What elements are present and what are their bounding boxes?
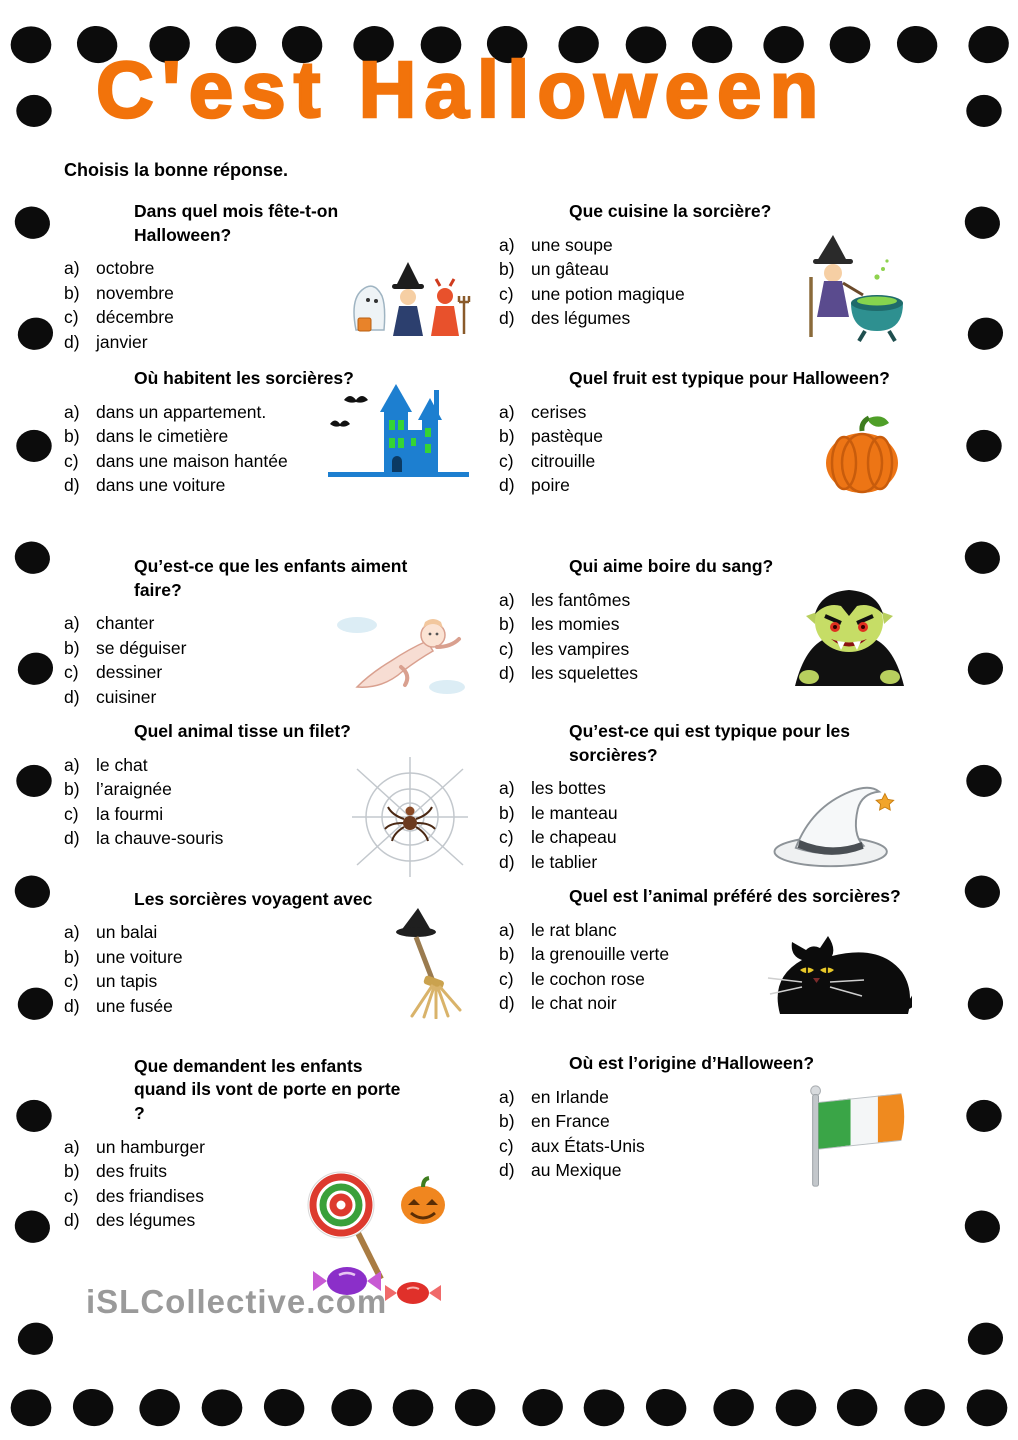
question-block <box>499 885 954 1052</box>
witch-hat-icon <box>760 780 912 877</box>
option <box>499 1109 800 1134</box>
options-list <box>499 918 762 1016</box>
option <box>64 753 349 778</box>
option-letter: a) <box>64 401 80 422</box>
option-letter: c) <box>64 1185 79 1206</box>
option-text: dans un appartement. <box>96 401 267 422</box>
option <box>499 967 762 992</box>
options-list <box>64 1135 271 1233</box>
option <box>64 685 331 710</box>
option-letter: c) <box>64 662 79 683</box>
option <box>499 233 797 258</box>
option-text: novembre <box>96 282 174 303</box>
flying-child-icon <box>331 607 471 712</box>
option-letter: b) <box>64 637 80 658</box>
option <box>64 1208 271 1233</box>
instruction-text: Choisis la bonne réponse. <box>64 160 289 180</box>
option-letter: c) <box>64 450 79 471</box>
option <box>499 850 760 875</box>
option <box>64 1135 271 1160</box>
question-title: Dans quel mois fête-t-on Halloween? <box>134 201 339 245</box>
question-block <box>64 367 489 555</box>
option-text: poire <box>531 475 570 496</box>
question-block <box>499 1052 954 1332</box>
option-text: l’araignée <box>96 779 172 800</box>
options-list <box>64 400 326 498</box>
option-letter: d) <box>64 995 80 1016</box>
option-letter: b) <box>64 946 80 967</box>
question-title: Quel animal tisse un filet? <box>134 721 351 741</box>
question-title: Qui aime boire du sang? <box>569 556 774 576</box>
option-text: une potion magique <box>531 283 685 304</box>
option <box>499 801 760 826</box>
option-letter: c) <box>499 1135 514 1156</box>
pumpkin-icon <box>812 408 912 501</box>
option-letter: c) <box>499 283 514 304</box>
option-letter: a) <box>499 919 515 940</box>
option-letter: a) <box>64 922 80 943</box>
option <box>499 991 762 1016</box>
option-letter: a) <box>64 1136 80 1157</box>
question-block <box>64 555 489 720</box>
option <box>499 400 812 425</box>
option-text: le manteau <box>531 802 618 823</box>
option <box>499 282 797 307</box>
option-text: un gâteau <box>531 259 609 280</box>
question-title: Que demandent les enfants quand ils vont de porte en porte ? <box>134 1055 401 1123</box>
option <box>499 942 762 967</box>
option <box>499 473 812 498</box>
question-block <box>64 888 489 1055</box>
options-list <box>499 1085 800 1183</box>
option-letter: b) <box>499 944 515 965</box>
option-letter: d) <box>499 475 515 496</box>
question-title: Les sorcières voyagent avec <box>134 888 373 909</box>
option-text: la fourmi <box>96 803 164 824</box>
option-letter: b) <box>64 282 80 303</box>
vampire-icon <box>787 582 912 693</box>
option <box>64 305 346 330</box>
option-text: les squelettes <box>531 663 639 684</box>
option-letter: c) <box>499 827 514 848</box>
question-block <box>64 720 489 888</box>
option-letter: d) <box>64 475 80 496</box>
option-text: cuisiner <box>96 686 157 707</box>
option-letter: a) <box>499 589 515 610</box>
option <box>64 1159 271 1184</box>
option-text: dans une voiture <box>96 475 226 496</box>
option-letter: d) <box>64 686 80 707</box>
question-title: Où habitent les sorcières? <box>134 368 354 388</box>
option <box>499 661 787 686</box>
option-text: des légumes <box>96 1210 196 1230</box>
option <box>499 588 787 613</box>
option-text: se déguiser <box>96 637 187 658</box>
option <box>64 660 331 685</box>
option <box>64 826 349 851</box>
option-text: des friandises <box>96 1185 204 1206</box>
option-letter: b) <box>64 779 80 800</box>
option-letter: d) <box>64 331 80 352</box>
trick-or-treaters-icon <box>346 256 471 349</box>
options-list <box>64 753 349 851</box>
option <box>499 1158 800 1183</box>
option-text: une fusée <box>96 995 173 1016</box>
option-text: décembre <box>96 307 174 328</box>
option <box>64 802 349 827</box>
option-text: les fantômes <box>531 589 631 610</box>
spider-web-icon <box>349 751 471 888</box>
option <box>64 281 346 306</box>
option <box>64 636 331 661</box>
option-text: la chauve-souris <box>96 828 224 849</box>
left-column <box>64 200 489 1335</box>
option <box>64 777 349 802</box>
option <box>64 1184 271 1209</box>
black-cat-icon <box>762 910 912 1025</box>
option-text: les bottes <box>531 778 606 799</box>
option <box>64 473 326 498</box>
option-letter: c) <box>499 450 514 471</box>
option-letter: a) <box>499 1086 515 1107</box>
option-letter: b) <box>499 1111 515 1132</box>
option-text: les vampires <box>531 638 630 659</box>
option-text: le chapeau <box>531 827 617 848</box>
option-text: des fruits <box>96 1161 167 1181</box>
option <box>64 945 376 970</box>
option <box>64 611 331 636</box>
option-text: citrouille <box>531 450 596 471</box>
options-list <box>499 400 812 498</box>
question-block <box>499 720 954 885</box>
option-text: janvier <box>96 331 148 352</box>
question-block <box>499 555 954 720</box>
option-letter: b) <box>499 259 515 280</box>
option <box>64 449 326 474</box>
option <box>64 994 376 1019</box>
option-text: une voiture <box>96 946 183 967</box>
option <box>499 449 812 474</box>
page-title: C'est Halloween <box>96 45 827 134</box>
option-text: dessiner <box>96 662 163 683</box>
option <box>499 1085 800 1110</box>
options-list <box>64 611 331 709</box>
options-list <box>499 776 760 874</box>
option-text: en Irlande <box>531 1086 609 1107</box>
option-letter: a) <box>64 258 80 279</box>
option <box>64 330 346 355</box>
option-text: des légumes <box>531 308 631 329</box>
option-text: dans une maison hantée <box>96 450 288 471</box>
option <box>499 306 797 331</box>
option-letter: a) <box>499 778 515 799</box>
options-list <box>64 256 346 354</box>
option-text: un balai <box>96 922 158 943</box>
option-text: le chat <box>96 754 148 775</box>
option <box>64 256 346 281</box>
option <box>64 424 326 449</box>
irish-flag-icon <box>800 1081 912 1198</box>
option-letter: a) <box>64 613 80 634</box>
option-letter: d) <box>499 1160 515 1181</box>
option-letter: d) <box>64 1210 80 1230</box>
option-text: le rat blanc <box>531 919 617 940</box>
options-list <box>499 588 787 686</box>
option-letter: c) <box>64 971 79 992</box>
option-letter: b) <box>499 802 515 823</box>
question-title: Que cuisine la sorcière? <box>569 201 772 221</box>
question-block <box>64 200 489 367</box>
option-text: pastèque <box>531 426 604 447</box>
option-text: un hamburger <box>96 1136 205 1157</box>
option-letter: d) <box>499 663 515 684</box>
option <box>499 825 760 850</box>
option-text: cerises <box>531 401 587 422</box>
witch-cauldron-icon <box>797 233 912 350</box>
option-text: le cochon rose <box>531 968 645 989</box>
option-letter: a) <box>499 234 515 255</box>
option <box>499 776 760 801</box>
question-columns <box>64 200 954 1335</box>
option-letter: b) <box>64 1161 80 1181</box>
option-letter: c) <box>499 968 514 989</box>
option-letter: c) <box>499 638 514 659</box>
question-block <box>499 200 954 367</box>
options-list <box>499 233 797 331</box>
option <box>499 1134 800 1159</box>
option-text: une soupe <box>531 234 613 255</box>
witch-broom-icon <box>376 904 471 1024</box>
question-title: Qu’est-ce qui est typique pour les sorcières? <box>569 721 851 765</box>
option <box>499 257 797 282</box>
option-letter: d) <box>499 851 515 872</box>
option-letter: a) <box>64 754 80 775</box>
option-letter: a) <box>499 401 515 422</box>
option-text: les momies <box>531 614 620 635</box>
option-text: dans le cimetière <box>96 426 229 447</box>
option-letter: d) <box>499 308 515 329</box>
option <box>499 424 812 449</box>
question-title: Qu’est-ce que les enfants aiment faire? <box>134 556 408 600</box>
option-text: le tablier <box>531 851 598 872</box>
option <box>499 918 762 943</box>
option <box>64 969 376 994</box>
option <box>499 612 787 637</box>
question-title: Quel est l’animal préféré des sorcières? <box>569 886 901 906</box>
haunted-house-icon <box>326 374 471 487</box>
question-title: Quel fruit est typique pour Halloween? <box>569 368 890 388</box>
options-list <box>64 920 376 1018</box>
option <box>64 920 376 945</box>
option-letter: d) <box>499 993 515 1014</box>
option-letter: b) <box>499 614 515 635</box>
option-text: un tapis <box>96 971 158 992</box>
option-text: au Mexique <box>531 1160 622 1181</box>
question-block <box>499 367 954 555</box>
option <box>499 637 787 662</box>
option-letter: b) <box>499 426 515 447</box>
option-text: le chat noir <box>531 993 617 1014</box>
question-title: Où est l’origine d’Halloween? <box>569 1053 815 1073</box>
option-text: en France <box>531 1111 610 1132</box>
option-text: chanter <box>96 613 155 634</box>
option <box>64 400 326 425</box>
right-column <box>499 200 954 1335</box>
islcollective-watermark: iSLCollective.com <box>86 1283 388 1320</box>
option-letter: c) <box>64 803 79 824</box>
option-text: aux États-Unis <box>531 1135 645 1156</box>
option-text: octobre <box>96 258 155 279</box>
option-letter: b) <box>64 426 80 447</box>
option-letter: d) <box>64 828 80 849</box>
option-text: la grenouille verte <box>531 944 670 965</box>
option-letter: c) <box>64 307 79 328</box>
